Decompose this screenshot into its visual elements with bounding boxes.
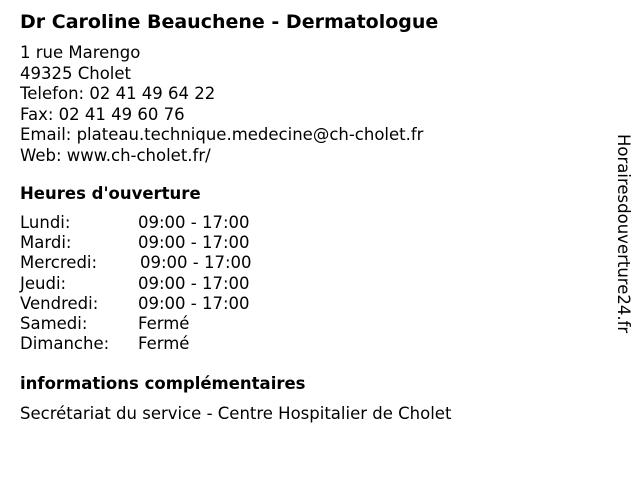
opening-hours-heading: Heures d'ouverture — [20, 184, 201, 203]
email-address: Email: plateau.technique.medecine@ch-cholet.fr — [20, 125, 424, 144]
website-url: Web: www.ch-cholet.fr/ — [20, 145, 211, 165]
day-label: Jeudi: — [20, 273, 67, 293]
day-label: Lundi: — [20, 213, 71, 232]
time-range: 09:00 - 17:00 — [138, 213, 250, 232]
day-label: Mardi: — [20, 233, 72, 253]
phone-number: Telefon: 02 41 49 64 22 — [20, 84, 216, 103]
time-range: 09:00 - 17:00 — [138, 273, 250, 293]
address-street: 1 rue Marengo — [20, 43, 141, 62]
time-range: 09:00 - 17:00 — [138, 233, 250, 253]
page-title: Dr Caroline Beauchene - Dermatologue — [20, 11, 439, 33]
contact-block — [20, 43, 423, 166]
site-watermark: Horairesdouverture24.fr — [614, 134, 633, 334]
day-label: Vendredi: — [20, 293, 99, 313]
additional-info-heading: informations complémentaires — [20, 374, 306, 393]
additional-info-text: Secrétariat du service - Centre Hospitalier de Cholet — [20, 404, 452, 423]
address-city: 49325 Cholet — [20, 63, 132, 83]
day-label: Samedi: — [20, 313, 88, 333]
day-label: Mercredi: — [20, 253, 98, 273]
day-label: Dimanche: — [20, 334, 110, 354]
time-range: 09:00 - 17:00 — [138, 293, 250, 313]
time-range: 09:00 - 17:00 — [140, 253, 252, 273]
time-range: Fermé — [138, 313, 190, 333]
fax-number: Fax: 02 41 49 60 76 — [20, 104, 185, 124]
time-range: Fermé — [138, 334, 190, 354]
